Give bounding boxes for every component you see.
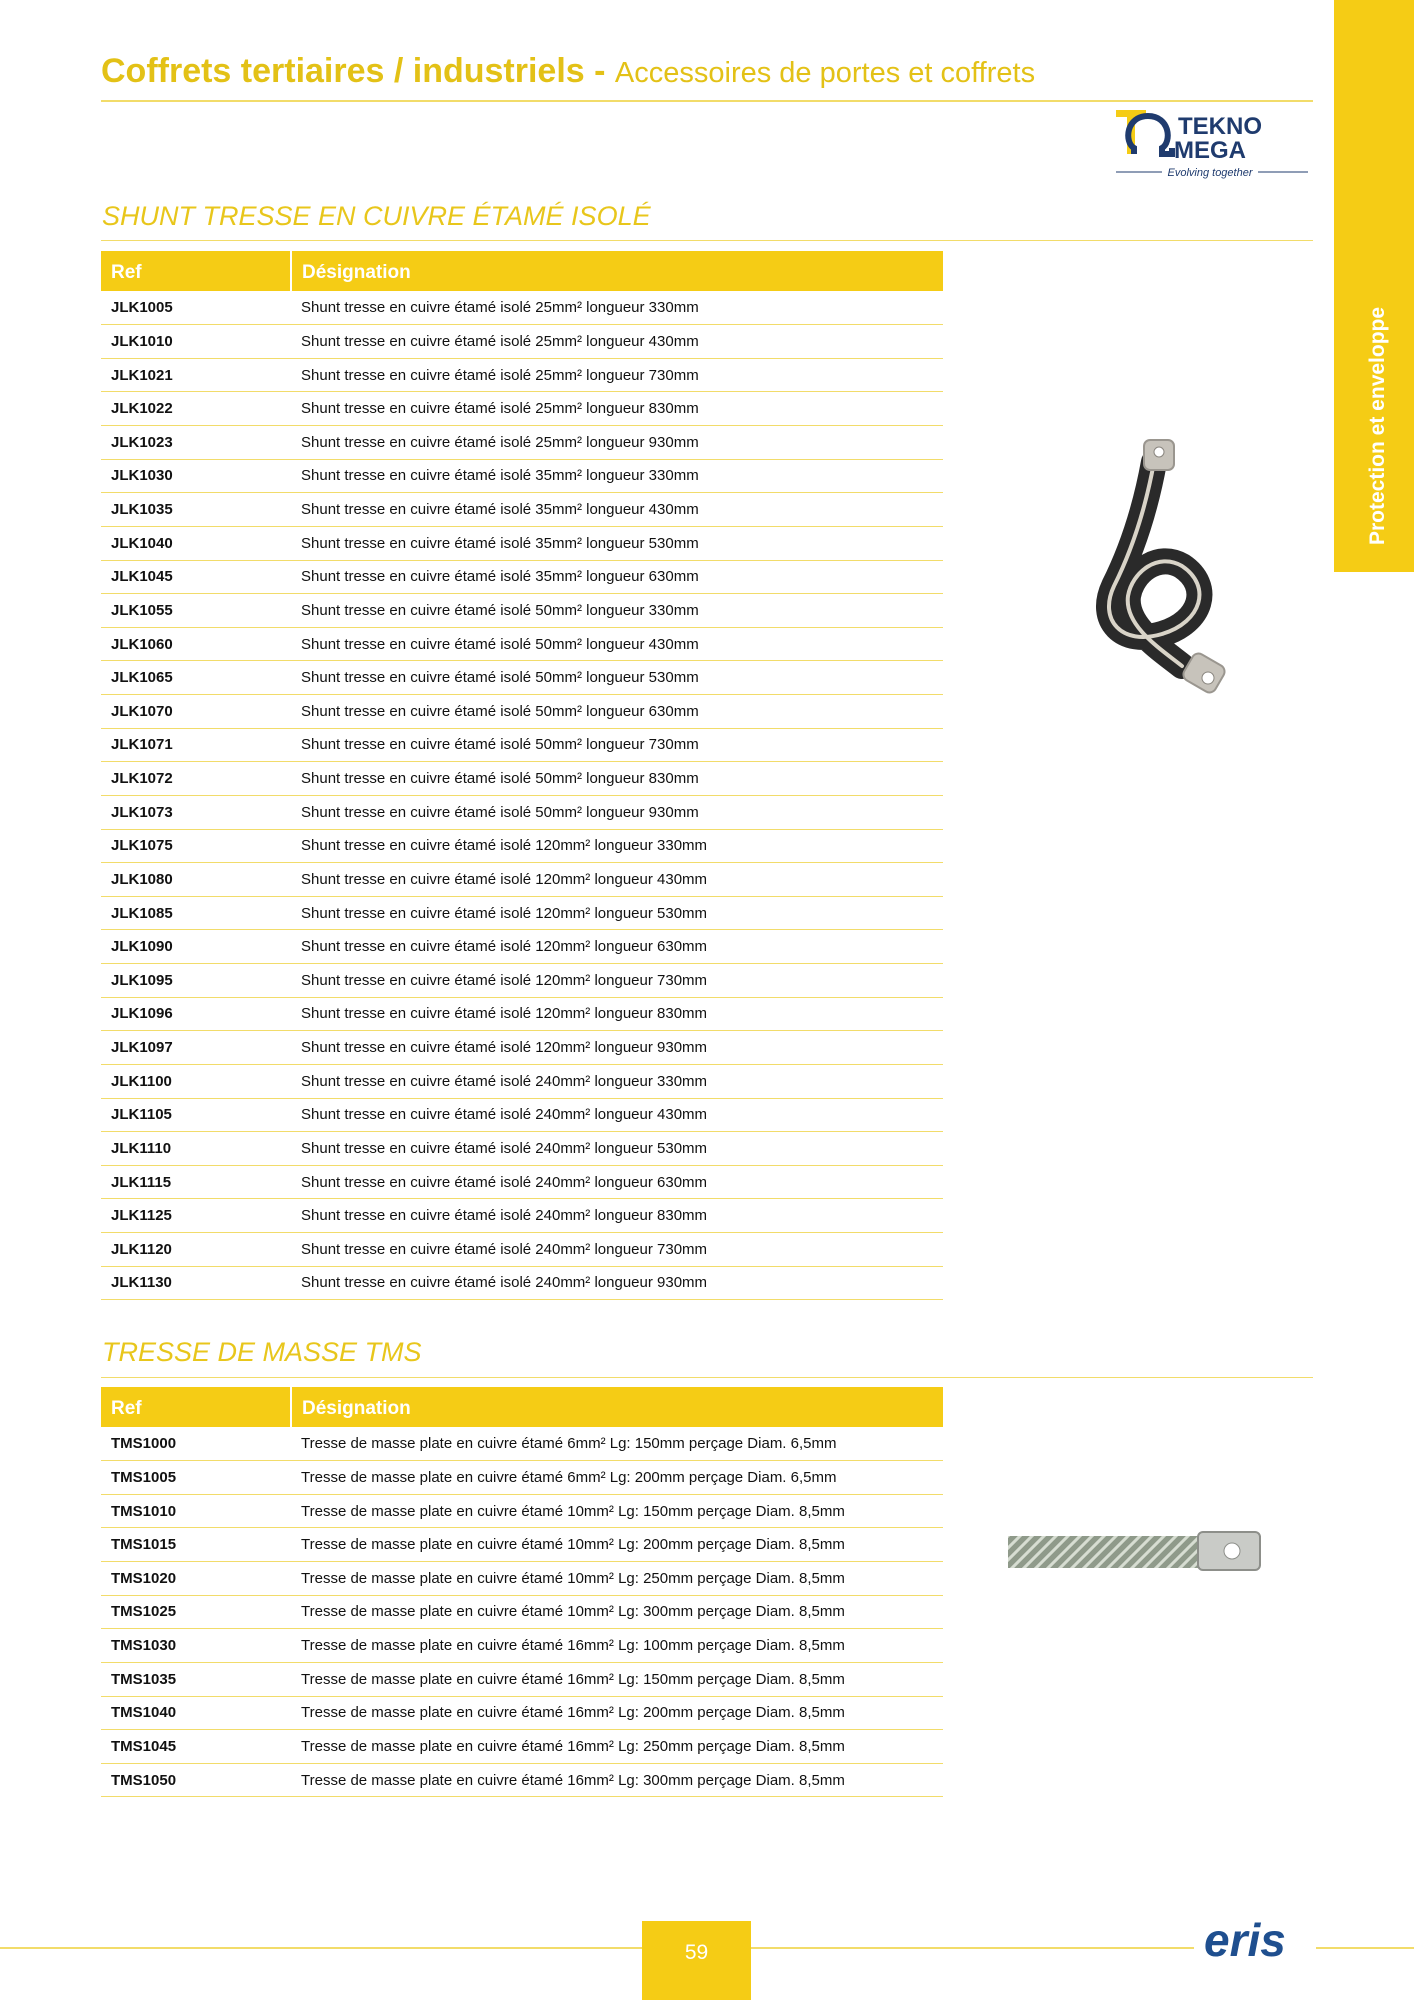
- ref-cell: TMS1050: [101, 1763, 291, 1797]
- page-number: 59: [684, 1941, 709, 1964]
- ref-cell: JLK1021: [101, 358, 291, 392]
- table-row: [101, 1199, 943, 1233]
- side-tab-label: Protection et enveloppe: [1366, 306, 1389, 545]
- ref-cell: JLK1040: [101, 526, 291, 560]
- eris-logo-text: eris: [1204, 1916, 1286, 1964]
- logo-brand-line2: MEGA: [1174, 137, 1246, 164]
- ref-cell: JLK1095: [101, 964, 291, 998]
- designation-cell: Shunt tresse en cuivre étamé isolé 35mm² longueur 630mm: [291, 560, 943, 594]
- table-row: [101, 930, 943, 964]
- ref-cell: JLK1070: [101, 695, 291, 729]
- table-row: [101, 594, 943, 628]
- table-row: [101, 728, 943, 762]
- logo-tagline: Evolving together: [1167, 167, 1253, 179]
- table-row: [101, 1132, 943, 1166]
- table-row: [101, 358, 943, 392]
- ref-cell: JLK1130: [101, 1266, 291, 1300]
- ref-cell: JLK1035: [101, 493, 291, 527]
- section-tms-title: TRESSE DE MASSE TMS: [102, 1337, 422, 1367]
- table-row: [101, 762, 943, 796]
- table-row: [101, 695, 943, 729]
- designation-cell: Tresse de masse plate en cuivre étamé 6mm² Lg: 200mm perçage Diam. 6,5mm: [291, 1461, 943, 1495]
- table-row: [101, 829, 943, 863]
- table-row: [101, 1266, 943, 1300]
- ref-cell: TMS1045: [101, 1730, 291, 1764]
- table-row: [101, 964, 943, 998]
- table-row: [101, 1763, 943, 1797]
- ref-cell: TMS1030: [101, 1629, 291, 1663]
- page-title-main: Coffrets tertiaires / industriels -: [101, 52, 615, 90]
- section-shunt-divider: [101, 240, 1313, 241]
- designation-cell: Shunt tresse en cuivre étamé isolé 50mm² longueur 830mm: [291, 762, 943, 796]
- ref-cell: JLK1120: [101, 1233, 291, 1267]
- table-row: [101, 1494, 943, 1528]
- designation-cell: Tresse de masse plate en cuivre étamé 6mm² Lg: 150mm perçage Diam. 6,5mm: [291, 1427, 943, 1461]
- ref-cell: JLK1097: [101, 1031, 291, 1065]
- table-header-row: [101, 1387, 943, 1427]
- ref-cell: JLK1072: [101, 762, 291, 796]
- ref-cell: TMS1025: [101, 1595, 291, 1629]
- ref-cell: JLK1055: [101, 594, 291, 628]
- page-title: [101, 52, 1035, 91]
- tms-table: [101, 1387, 943, 1797]
- ref-cell: JLK1045: [101, 560, 291, 594]
- designation-cell: Tresse de masse plate en cuivre étamé 10mm² Lg: 250mm perçage Diam. 8,5mm: [291, 1562, 943, 1596]
- table-row: [101, 291, 943, 325]
- footer-divider-far: [1316, 1947, 1414, 1949]
- ref-cell: JLK1071: [101, 728, 291, 762]
- designation-cell: Shunt tresse en cuivre étamé isolé 120mm² longueur 830mm: [291, 997, 943, 1031]
- designation-cell: Shunt tresse en cuivre étamé isolé 50mm² longueur 330mm: [291, 594, 943, 628]
- designation-cell: Tresse de masse plate en cuivre étamé 16mm² Lg: 250mm perçage Diam. 8,5mm: [291, 1730, 943, 1764]
- section-shunt-title: SHUNT TRESSE EN CUIVRE ÉTAMÉ ISOLÉ: [102, 201, 651, 231]
- table-row: [101, 1461, 943, 1495]
- section-tms-divider: [101, 1377, 1313, 1378]
- designation-cell: Shunt tresse en cuivre étamé isolé 240mm² longueur 830mm: [291, 1199, 943, 1233]
- table-row: [101, 1165, 943, 1199]
- table-row: [101, 1427, 943, 1461]
- designation-cell: Shunt tresse en cuivre étamé isolé 35mm² longueur 430mm: [291, 493, 943, 527]
- ref-cell: TMS1035: [101, 1662, 291, 1696]
- column-header-designation: Désignation: [291, 1387, 943, 1427]
- designation-cell: Shunt tresse en cuivre étamé isolé 35mm² longueur 530mm: [291, 526, 943, 560]
- designation-cell: Shunt tresse en cuivre étamé isolé 25mm² longueur 830mm: [291, 392, 943, 426]
- page-number-box: [642, 1921, 751, 2000]
- ref-cell: JLK1105: [101, 1098, 291, 1132]
- designation-cell: Shunt tresse en cuivre étamé isolé 120mm² longueur 630mm: [291, 930, 943, 964]
- table-row: [101, 997, 943, 1031]
- page-title-sub: Accessoires de portes et coffrets: [614, 57, 1036, 89]
- ref-cell: JLK1115: [101, 1165, 291, 1199]
- shunt-product-photo: [1062, 436, 1262, 736]
- ref-cell: TMS1005: [101, 1461, 291, 1495]
- designation-cell: Shunt tresse en cuivre étamé isolé 50mm² longueur 630mm: [291, 695, 943, 729]
- eris-logo: [1202, 1916, 1308, 1964]
- designation-cell: Shunt tresse en cuivre étamé isolé 25mm² longueur 430mm: [291, 325, 943, 359]
- table-row: [101, 1233, 943, 1267]
- ref-cell: JLK1010: [101, 325, 291, 359]
- designation-cell: Shunt tresse en cuivre étamé isolé 25mm² longueur 930mm: [291, 426, 943, 460]
- table-row: [101, 1662, 943, 1696]
- table-row: [101, 526, 943, 560]
- ref-cell: TMS1000: [101, 1427, 291, 1461]
- designation-cell: Shunt tresse en cuivre étamé isolé 50mm² longueur 430mm: [291, 627, 943, 661]
- title-divider: [101, 100, 1313, 102]
- table-row: [101, 1098, 943, 1132]
- table-row: [101, 459, 943, 493]
- designation-cell: Shunt tresse en cuivre étamé isolé 240mm² longueur 930mm: [291, 1266, 943, 1300]
- designation-cell: Shunt tresse en cuivre étamé isolé 240mm² longueur 430mm: [291, 1098, 943, 1132]
- designation-cell: Shunt tresse en cuivre étamé isolé 120mm² longueur 430mm: [291, 863, 943, 897]
- table-row: [101, 1562, 943, 1596]
- designation-cell: Shunt tresse en cuivre étamé isolé 50mm² longueur 530mm: [291, 661, 943, 695]
- ref-cell: JLK1060: [101, 627, 291, 661]
- designation-cell: Shunt tresse en cuivre étamé isolé 240mm² longueur 330mm: [291, 1064, 943, 1098]
- table-row: [101, 560, 943, 594]
- designation-cell: Tresse de masse plate en cuivre étamé 10mm² Lg: 200mm perçage Diam. 8,5mm: [291, 1528, 943, 1562]
- designation-cell: Shunt tresse en cuivre étamé isolé 240mm² longueur 730mm: [291, 1233, 943, 1267]
- ref-cell: TMS1040: [101, 1696, 291, 1730]
- table-row: [101, 661, 943, 695]
- ref-cell: JLK1073: [101, 795, 291, 829]
- ref-cell: TMS1010: [101, 1494, 291, 1528]
- designation-cell: Shunt tresse en cuivre étamé isolé 120mm² longueur 530mm: [291, 896, 943, 930]
- table-row: [101, 1696, 943, 1730]
- ref-cell: JLK1005: [101, 291, 291, 325]
- designation-cell: Shunt tresse en cuivre étamé isolé 240mm² longueur 530mm: [291, 1132, 943, 1166]
- table-row: [101, 392, 943, 426]
- designation-cell: Tresse de masse plate en cuivre étamé 10mm² Lg: 150mm perçage Diam. 8,5mm: [291, 1494, 943, 1528]
- ref-cell: JLK1110: [101, 1132, 291, 1166]
- designation-cell: Shunt tresse en cuivre étamé isolé 35mm² longueur 330mm: [291, 459, 943, 493]
- table-row: [101, 795, 943, 829]
- table-row: [101, 1064, 943, 1098]
- table-row: [101, 627, 943, 661]
- designation-cell: Shunt tresse en cuivre étamé isolé 25mm² longueur 730mm: [291, 358, 943, 392]
- designation-cell: Shunt tresse en cuivre étamé isolé 50mm² longueur 930mm: [291, 795, 943, 829]
- ref-cell: TMS1020: [101, 1562, 291, 1596]
- footer-divider-left: [0, 1947, 642, 1949]
- table-row: [101, 863, 943, 897]
- ref-cell: JLK1096: [101, 997, 291, 1031]
- table-row: [101, 1031, 943, 1065]
- designation-cell: Tresse de masse plate en cuivre étamé 16mm² Lg: 200mm perçage Diam. 8,5mm: [291, 1696, 943, 1730]
- ref-cell: JLK1090: [101, 930, 291, 964]
- designation-cell: Shunt tresse en cuivre étamé isolé 120mm² longueur 930mm: [291, 1031, 943, 1065]
- ref-cell: JLK1030: [101, 459, 291, 493]
- ref-cell: JLK1065: [101, 661, 291, 695]
- footer-divider-right: [751, 1947, 1194, 1949]
- designation-cell: Tresse de masse plate en cuivre étamé 16mm² Lg: 150mm perçage Diam. 8,5mm: [291, 1662, 943, 1696]
- braid-product-photo: [1006, 1526, 1262, 1576]
- ref-cell: JLK1100: [101, 1064, 291, 1098]
- table-header-row: [101, 251, 943, 291]
- column-header-designation: Désignation: [291, 251, 943, 291]
- ref-cell: TMS1015: [101, 1528, 291, 1562]
- designation-cell: Shunt tresse en cuivre étamé isolé 240mm² longueur 630mm: [291, 1165, 943, 1199]
- ref-cell: JLK1085: [101, 896, 291, 930]
- designation-cell: Shunt tresse en cuivre étamé isolé 50mm² longueur 730mm: [291, 728, 943, 762]
- ref-cell: JLK1023: [101, 426, 291, 460]
- table-row: [101, 325, 943, 359]
- table-row: [101, 896, 943, 930]
- table-row: [101, 493, 943, 527]
- table-row: [101, 1595, 943, 1629]
- designation-cell: Tresse de masse plate en cuivre étamé 16mm² Lg: 300mm perçage Diam. 8,5mm: [291, 1763, 943, 1797]
- designation-cell: Tresse de masse plate en cuivre étamé 10mm² Lg: 300mm perçage Diam. 8,5mm: [291, 1595, 943, 1629]
- ref-cell: JLK1075: [101, 829, 291, 863]
- table-row: [101, 426, 943, 460]
- tekno-mega-logo: [1112, 108, 1312, 182]
- shunt-table: [101, 251, 943, 1300]
- column-header-ref: Ref: [101, 251, 291, 291]
- logo-brand-line1: TEKNO: [1178, 113, 1262, 140]
- ref-cell: JLK1125: [101, 1199, 291, 1233]
- designation-cell: Shunt tresse en cuivre étamé isolé 120mm² longueur 330mm: [291, 829, 943, 863]
- table-row: [101, 1730, 943, 1764]
- designation-cell: Shunt tresse en cuivre étamé isolé 25mm² longueur 330mm: [291, 291, 943, 325]
- table-row: [101, 1528, 943, 1562]
- designation-cell: Shunt tresse en cuivre étamé isolé 120mm² longueur 730mm: [291, 964, 943, 998]
- ref-cell: JLK1022: [101, 392, 291, 426]
- designation-cell: Tresse de masse plate en cuivre étamé 16mm² Lg: 100mm perçage Diam. 8,5mm: [291, 1629, 943, 1663]
- ref-cell: JLK1080: [101, 863, 291, 897]
- column-header-ref: Ref: [101, 1387, 291, 1427]
- table-row: [101, 1629, 943, 1663]
